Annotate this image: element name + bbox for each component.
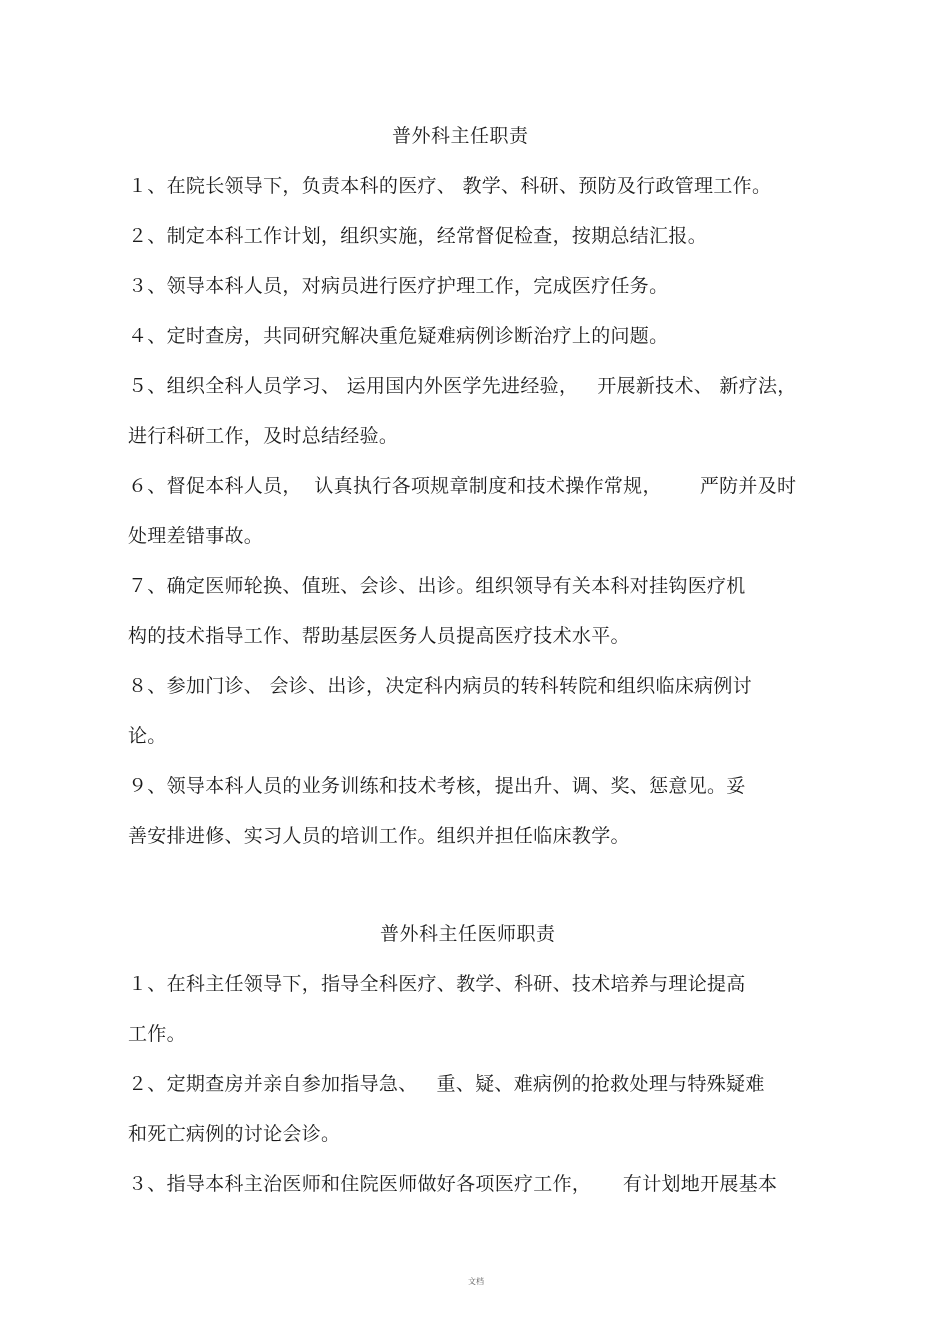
section1-line-7: ６、督促本科人员， 认真执行各项规章制度和技术操作常规， 严防并及时 — [128, 475, 797, 497]
section1-line-4: ４、定时查房，共同研究解决重危疑难病例诊断治疗上的问题。 — [128, 325, 669, 347]
section1-title: 普外科主任职责 — [392, 125, 529, 147]
page-footer: 文档 — [468, 1277, 484, 1286]
section2-line-3: ２、定期查房并亲自参加指导急、 重、疑、难病例的抢救处理与特殊疑难 — [128, 1073, 765, 1095]
section1-line-3: ３、领导本科人员，对病员进行医疗护理工作，完成医疗任务。 — [128, 275, 669, 297]
section1-line-5: ５、组织全科人员学习、 运用国内外医学先进经验， 开展新技术、 新疗法， — [128, 375, 797, 397]
section1-line-12: 论。 — [128, 725, 167, 747]
section1-line-11: ８、参加门诊、 会诊、出诊，决定科内病员的转科转院和组织临床病例讨 — [128, 675, 752, 697]
section1-line-13: ９、领导本科人员的业务训练和技术考核，提出升、调、奖、惩意见。妥 — [128, 775, 746, 797]
section2-line-1: １、在科主任领导下，指导全科医疗、教学、科研、技术培养与理论提高 — [128, 973, 746, 995]
section1-line-10: 构的技术指导工作、帮助基层医务人员提高医疗技术水平。 — [128, 625, 630, 647]
section2-line-2: 工作。 — [128, 1023, 186, 1045]
section2-line-5: ３、指导本科主治医师和住院医师做好各项医疗工作， 有计划地开展基本 — [128, 1173, 778, 1195]
section1-line-9: ７、确定医师轮换、值班、会诊、出诊。组织领导有关本科对挂钩医疗机 — [128, 575, 746, 597]
section1-line-8: 处理差错事故。 — [128, 525, 264, 547]
section2-title: 普外科主任医师职责 — [380, 923, 556, 945]
section2-line-4: 和死亡病例的讨论会诊。 — [128, 1123, 341, 1145]
section1-line-14: 善安排进修、实习人员的培训工作。组织并担任临床教学。 — [128, 825, 630, 847]
section1-line-2: ２、制定本科工作计划，组织实施，经常督促检查，按期总结汇报。 — [128, 225, 708, 247]
section1-line-1: １、在院长领导下，负责本科的医疗、 教学、科研、预防及行政管理工作。 — [128, 175, 772, 197]
section1-line-6: 进行科研工作，及时总结经验。 — [128, 425, 399, 447]
